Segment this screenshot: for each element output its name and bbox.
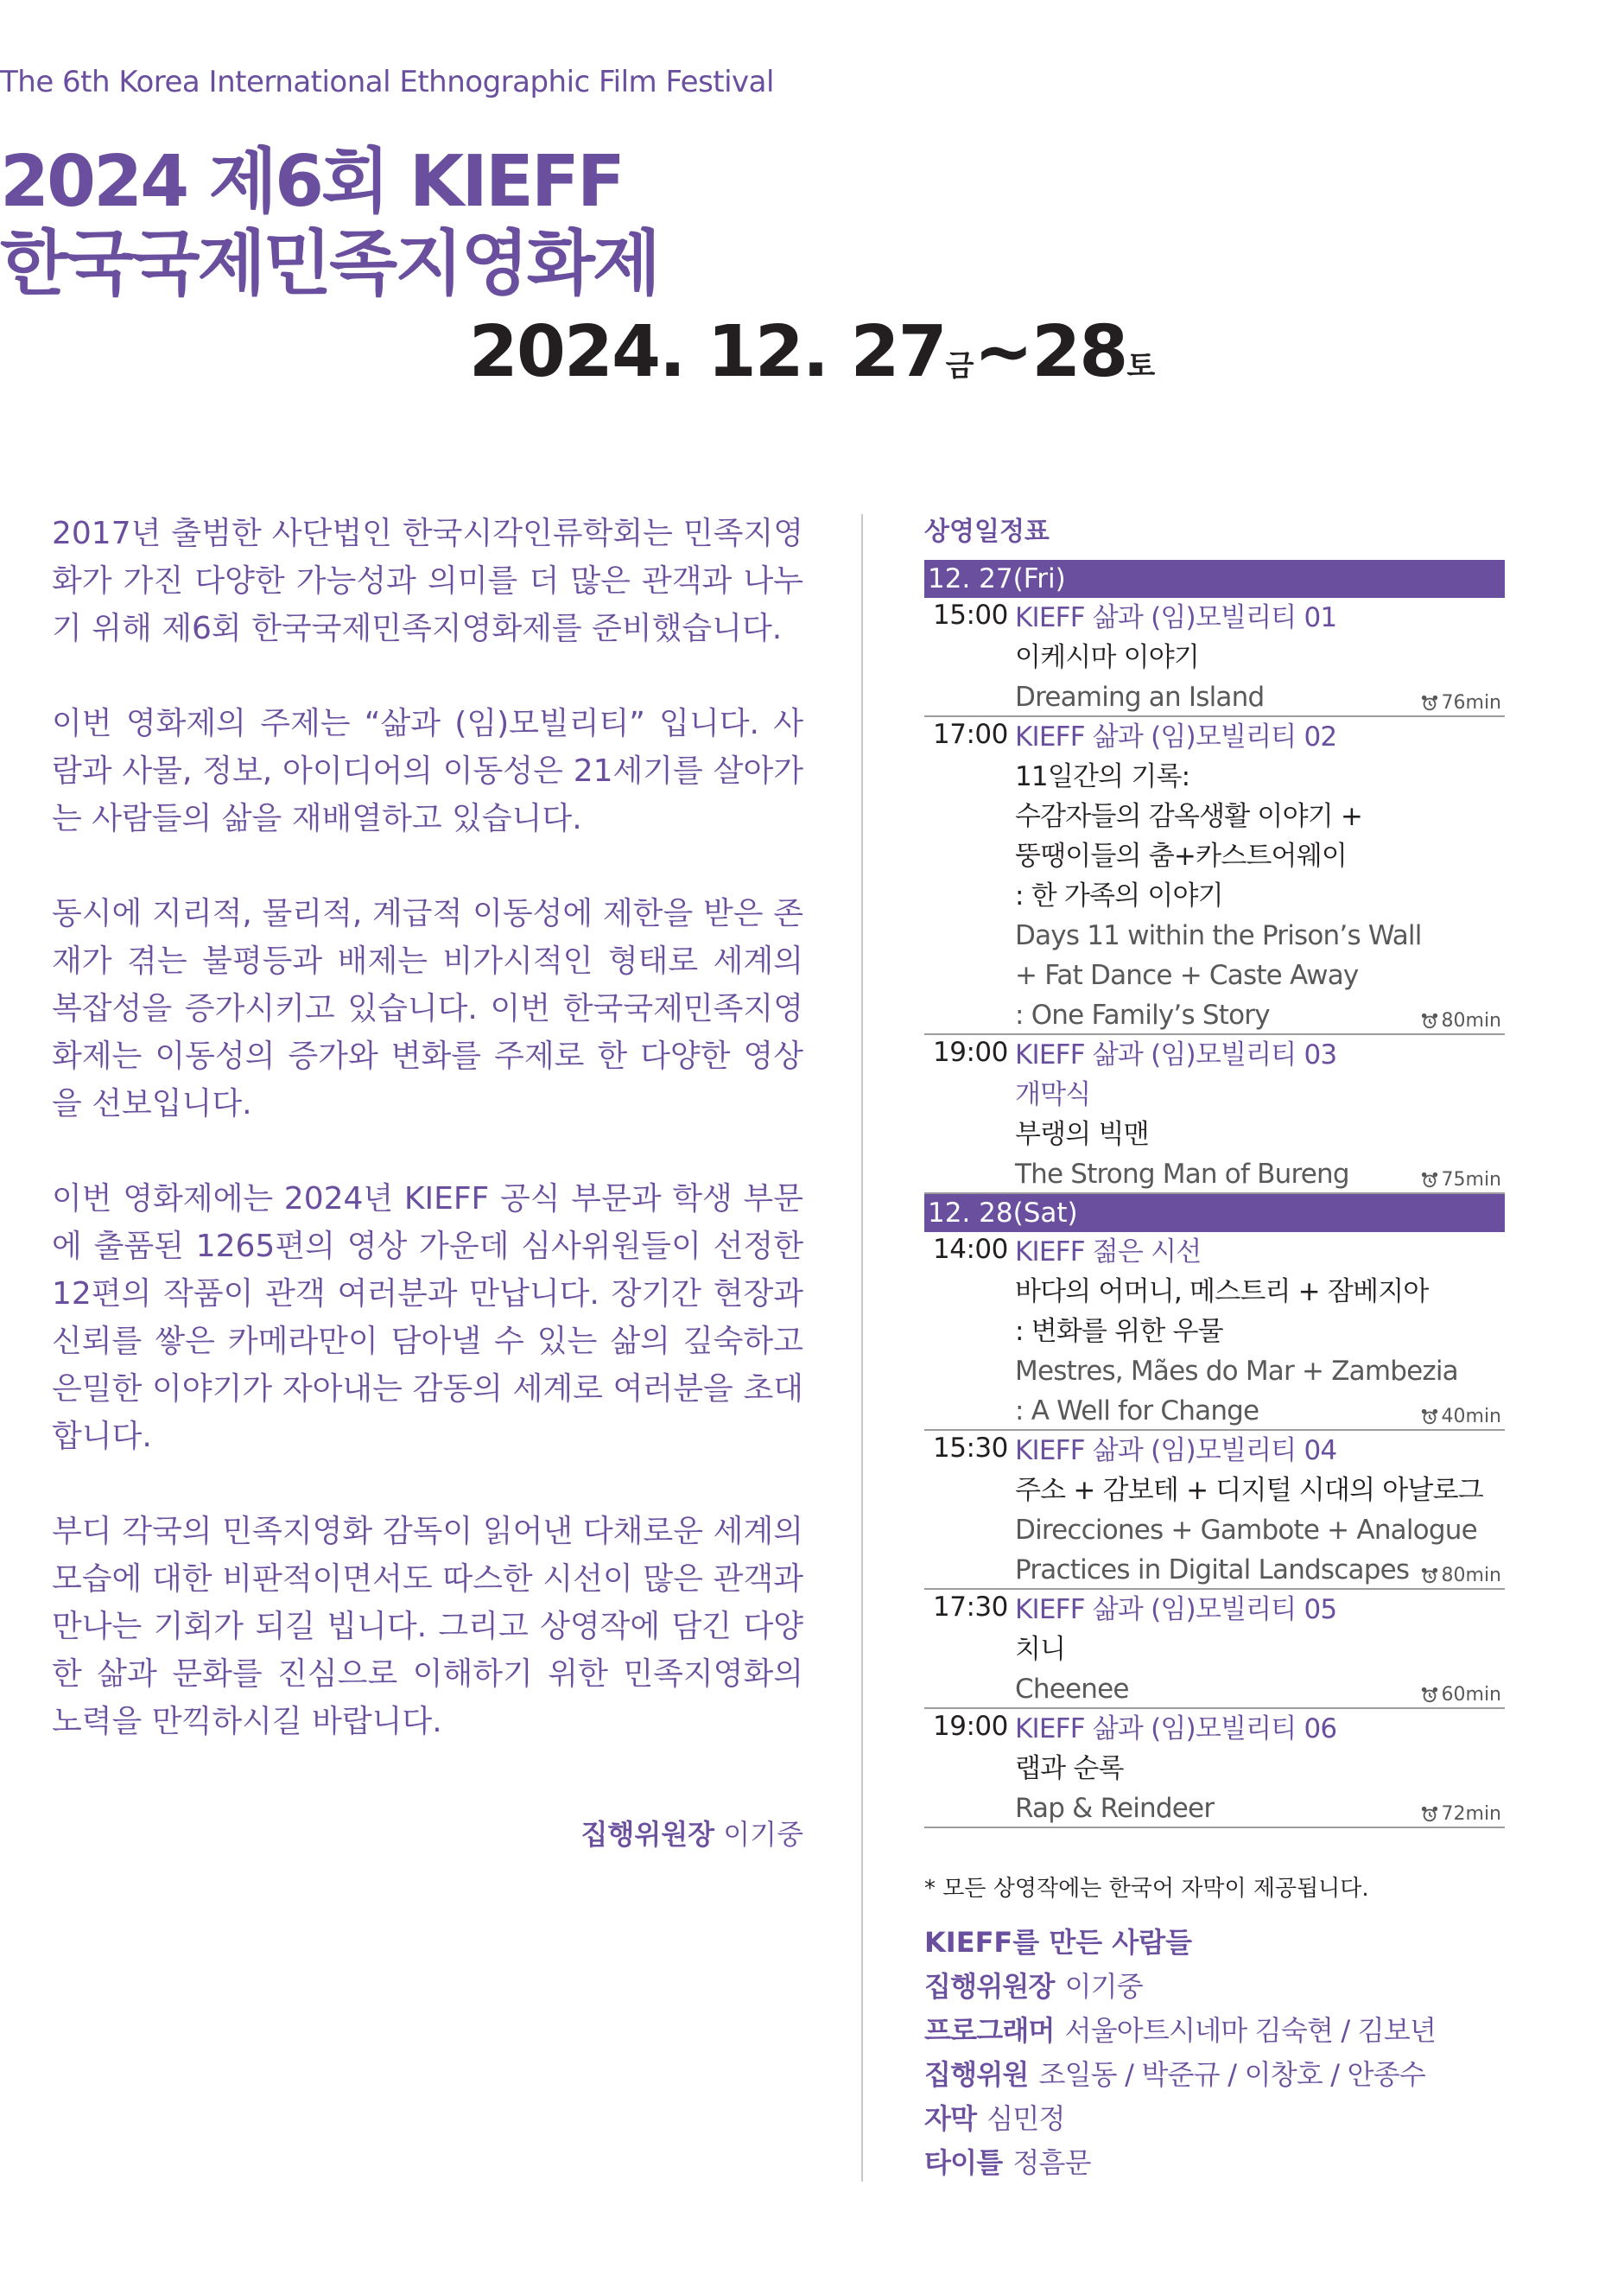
intro-paragraph: 이번 영화제에는 2024년 KIEFF 공식 부문과 학생 부문에 출품된 1265편의 영상 가운데 심사위원들이 선정한 12편의 작품이 관객 여러분과 만납니다. 장기간 현장과 신뢰를 쌓은 카메라만이 담아낼 수 있는 삶의 깊숙하고 은밀한 이야기가 자아내는 감동의 세계로 여러분을 초대합니다. xyxy=(52,1181,803,1454)
film-title-korean: : 한 가족의 이야기 xyxy=(1015,880,1223,912)
runtime xyxy=(1420,1406,1501,1427)
runtime-label: 80min xyxy=(1441,1565,1501,1586)
runtime-label: 76min xyxy=(1441,692,1501,714)
credit-role: 집행위원 xyxy=(924,2058,1029,2091)
film-title-english: Direcciones + Gambote + Analogue xyxy=(1015,1515,1477,1546)
festival-title-line1: 2024 제6회 KIEFF xyxy=(0,141,623,223)
screening-time: 17:30 xyxy=(933,1592,1008,1623)
screening-slot xyxy=(924,717,1505,1035)
credit-role: 자막 xyxy=(924,2102,977,2135)
credits xyxy=(924,1922,1529,2187)
festival-english-title: The 6th Korea International Ethnographic Film Festival xyxy=(0,65,774,99)
film-title-korean: 뚱땡이들의 춤+카스트어웨이 xyxy=(1015,841,1347,872)
film-title-korean: 이케시마 이야기 xyxy=(1015,642,1200,673)
date-day2: 토 xyxy=(1126,349,1156,384)
alarm-clock-icon xyxy=(1420,1012,1439,1031)
signature-role: 집행위원장 xyxy=(580,1818,715,1851)
film-title-english: Rap & Reindeer xyxy=(1015,1793,1215,1824)
film-title-english: Mestres, Mães do Mar + Zambezia xyxy=(1015,1356,1458,1387)
alarm-clock-icon xyxy=(1420,1407,1439,1426)
program-section: KIEFF 젊은 시선 xyxy=(1015,1236,1202,1268)
column-divider xyxy=(861,514,863,2182)
screening-slot xyxy=(924,1431,1505,1590)
runtime-label: 80min xyxy=(1441,1010,1501,1032)
credit-name: 심민정 xyxy=(986,2102,1065,2135)
program-section: KIEFF 삶과 (임)모빌리티 06 xyxy=(1015,1713,1337,1744)
runtime xyxy=(1420,1684,1501,1706)
film-title-english: + Fat Dance + Caste Away xyxy=(1015,960,1359,991)
screening-slot xyxy=(924,1590,1505,1709)
intro-text xyxy=(52,510,803,1793)
screening-time: 14:00 xyxy=(933,1234,1008,1265)
film-title-english: : A Well for Change xyxy=(1015,1395,1259,1426)
credit-role: 타이틀 xyxy=(924,2146,1003,2179)
film-title-english: Dreaming an Island xyxy=(1015,682,1265,713)
film-title-korean: 랩과 순록 xyxy=(1015,1753,1124,1784)
intro-paragraph: 2017년 출범한 사단법인 한국시각인류학회는 민족지영화가 가진 다양한 가능성과 의미를 더 많은 관객과 나누기 위해 제6회 한국국제민족지영화제를 준비했습니다. xyxy=(52,516,803,646)
runtime xyxy=(1420,1169,1501,1191)
runtime-label: 72min xyxy=(1441,1803,1501,1825)
festival-title-line2: 한국국제민족지영화제 xyxy=(0,223,659,305)
date-start: 2024. 12. 27 xyxy=(468,311,946,393)
runtime xyxy=(1420,692,1501,714)
runtime-label: 60min xyxy=(1441,1684,1501,1706)
festival-dates xyxy=(0,311,1624,393)
screening-time: 17:00 xyxy=(933,719,1008,750)
film-title-english: Practices in Digital Landscapes xyxy=(1015,1554,1410,1585)
alarm-clock-icon xyxy=(1420,694,1439,713)
film-title-korean: 주소 + 감보테 + 디지털 시대의 아날로그 xyxy=(1015,1475,1483,1506)
credits-title: KIEFF를 만든 사람들 xyxy=(924,1926,1193,1959)
program-section: 개막식 xyxy=(1015,1079,1091,1110)
runtime xyxy=(1420,1803,1501,1825)
runtime-label: 40min xyxy=(1441,1406,1501,1427)
subtitle-note: * 모든 상영작에는 한국어 자막이 제공됩니다. xyxy=(924,1876,1369,1902)
day-header: 12. 28(Sat) xyxy=(924,1194,1505,1232)
alarm-clock-icon xyxy=(1420,1566,1439,1585)
film-title-english: Days 11 within the Prison’s Wall xyxy=(1015,920,1422,951)
credit-row xyxy=(924,2143,1529,2187)
film-title-korean: 바다의 어머니, 메스트리 + 잠베지아 xyxy=(1015,1276,1429,1307)
screening-slot xyxy=(924,1035,1505,1194)
film-title-korean: : 변화를 위한 우물 xyxy=(1015,1316,1223,1347)
credit-role: 프로그래머 xyxy=(924,2014,1055,2047)
screening-time: 19:00 xyxy=(933,1037,1008,1068)
film-title-korean: 11일간의 기록: xyxy=(1015,761,1190,792)
signature-name: 이기중 xyxy=(723,1818,803,1851)
schedule-title: 상영일정표 xyxy=(924,517,1050,547)
program-section: KIEFF 삶과 (임)모빌리티 01 xyxy=(1015,602,1337,633)
film-title-korean: 부랭의 빅맨 xyxy=(1015,1119,1149,1150)
day-header: 12. 27(Fri) xyxy=(924,560,1505,598)
film-title-english: : One Family’s Story xyxy=(1015,1000,1270,1031)
film-title-korean: 수감자들의 감옥생활 이야기 + xyxy=(1015,801,1363,832)
film-title-english: The Strong Man of Bureng xyxy=(1015,1159,1349,1190)
alarm-clock-icon xyxy=(1420,1686,1439,1705)
screening-time: 19:00 xyxy=(933,1711,1008,1742)
screening-time: 15:30 xyxy=(933,1433,1008,1464)
program-section: KIEFF 삶과 (임)모빌리티 05 xyxy=(1015,1594,1337,1625)
runtime xyxy=(1420,1565,1501,1586)
credit-role: 집행위원장 xyxy=(924,1970,1055,2003)
credit-name: 이기중 xyxy=(1064,1970,1143,2003)
film-title-korean: 치니 xyxy=(1015,1634,1066,1665)
signature xyxy=(52,1813,803,1852)
date-day1: 금 xyxy=(945,349,974,384)
screening-slot xyxy=(924,598,1505,717)
intro-paragraph: 부디 각국의 민족지영화 감독이 읽어낸 다채로운 세계의 모습에 대한 비판적이면서도 따스한 시선이 많은 관객과 만나는 기회가 되길 빕니다. 그리고 상영작에 담긴 다양한 삶과 문화를 진심으로 이해하기 위한 민족지영화의 노력을 만끽하시길 바랍니다. xyxy=(52,1514,803,1739)
credit-name: 정흠문 xyxy=(1012,2146,1091,2179)
credit-row xyxy=(924,1966,1529,2011)
credit-row xyxy=(924,2099,1529,2143)
alarm-clock-icon xyxy=(1420,1805,1439,1824)
runtime xyxy=(1420,1010,1501,1032)
date-end: ~28 xyxy=(974,311,1127,393)
program-section: KIEFF 삶과 (임)모빌리티 04 xyxy=(1015,1435,1337,1466)
credit-name: 서울아트시네마 김숙현 / 김보년 xyxy=(1064,2014,1437,2047)
credit-name: 조일동 / 박준규 / 이창호 / 안종수 xyxy=(1038,2058,1425,2091)
screening-time: 15:00 xyxy=(933,600,1008,631)
film-title-english: Cheenee xyxy=(1015,1674,1129,1705)
credit-row xyxy=(924,2011,1529,2055)
screening-slot xyxy=(924,1232,1505,1431)
intro-paragraph: 이번 영화제의 주제는 “삶과 (임)모빌리티” 입니다. 사람과 사물, 정보, 아이디어의 이동성은 21세기를 살아가는 사람들의 삶을 재배열하고 있습니다. xyxy=(52,706,803,836)
intro-paragraph: 동시에 지리적, 물리적, 계급적 이동성에 제한을 받은 존재가 겪는 불평등과 배제는 비가시적인 형태로 세계의 복잡성을 증가시키고 있습니다. 이번 한국국제민족지영화제는 이동성의 증가와 변화를 주제로 한 다양한 영상을 선보입니다. xyxy=(52,896,803,1121)
credit-row xyxy=(924,2055,1529,2099)
program-section: KIEFF 삶과 (임)모빌리티 02 xyxy=(1015,721,1337,753)
program-section: KIEFF 삶과 (임)모빌리티 03 xyxy=(1015,1039,1337,1071)
screening-slot xyxy=(924,1709,1505,1828)
runtime-label: 75min xyxy=(1441,1169,1501,1191)
alarm-clock-icon xyxy=(1420,1171,1439,1190)
